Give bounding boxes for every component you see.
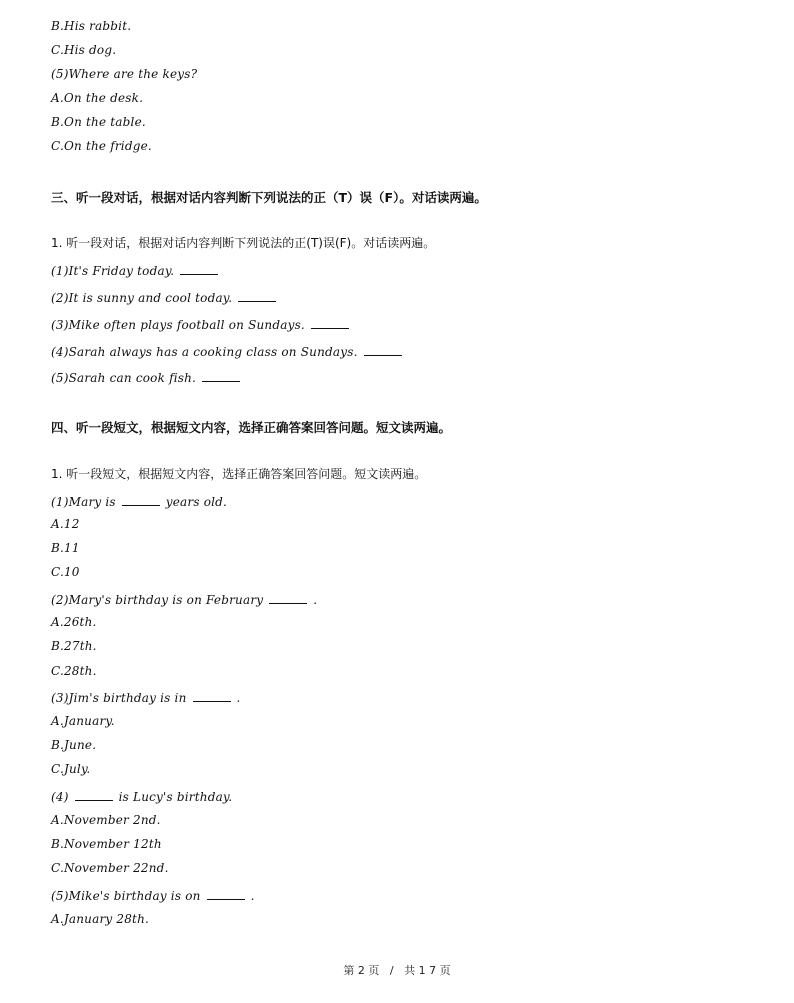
question-text: (4) <box>51 790 69 804</box>
option-b: B.November 12th <box>51 837 162 851</box>
answer-blank[interactable] <box>202 370 240 382</box>
section-4-heading: 四、听一段短文，根据短文内容，选择正确答案回答问题。短文读两遍。 <box>51 420 452 435</box>
tf-item-1 <box>51 263 224 278</box>
option-a: A.On the desk. <box>51 91 144 105</box>
question-text: years old. <box>165 495 228 509</box>
answer-blank[interactable] <box>364 344 402 356</box>
option-b: B.On the table. <box>51 115 146 129</box>
option-b: B.27th. <box>51 639 97 653</box>
answer-blank[interactable] <box>122 494 160 506</box>
option-c: C.28th. <box>51 664 97 678</box>
question-text: (2)Mary's birthday is on February <box>51 593 264 607</box>
question-5 <box>51 888 255 903</box>
question-text: is Lucy's birthday. <box>118 790 233 804</box>
question-5: (5)Where are the keys? <box>51 67 198 81</box>
question-text: (5)Mike's birthday is on <box>51 889 201 903</box>
option-a: A.January 28th. <box>51 912 150 926</box>
section-3-intro: 1. 听一段对话，根据对话内容判断下列说法的正(T)误(F)。对话读两遍。 <box>51 236 436 250</box>
question-3 <box>51 690 241 705</box>
option-b: B.His rabbit. <box>51 19 132 33</box>
answer-blank[interactable] <box>238 290 276 302</box>
option-a: A.12 <box>51 517 80 531</box>
answer-blank[interactable] <box>75 789 113 801</box>
option-a: A.November 2nd. <box>51 813 161 827</box>
option-c: C.10 <box>51 565 80 579</box>
answer-blank[interactable] <box>269 592 307 604</box>
question-1 <box>51 494 227 509</box>
tf-item-text: (2)It is sunny and cool today. <box>51 291 233 305</box>
question-text: . <box>250 889 255 903</box>
question-4 <box>51 789 232 804</box>
tf-item-2 <box>51 290 282 305</box>
question-text: . <box>236 691 241 705</box>
tf-item-text: (4)Sarah always has a cooking class on Sundays. <box>51 345 358 359</box>
section-4-intro: 1. 听一段短文，根据短文内容，选择正确答案回答问题。短文读两遍。 <box>51 467 427 481</box>
page-footer: 第 2 页 / 共 1 7 页 <box>343 964 451 977</box>
question-2 <box>51 592 317 607</box>
option-b: B.June. <box>51 738 97 752</box>
tf-item-3 <box>51 317 355 332</box>
tf-item-text: (3)Mike often plays football on Sundays. <box>51 318 305 332</box>
question-text: (3)Jim's birthday is in <box>51 691 187 705</box>
option-c: C.On the fridge. <box>51 139 152 153</box>
option-c: C.July. <box>51 762 91 776</box>
tf-item-5 <box>51 370 246 385</box>
answer-blank[interactable] <box>180 263 218 275</box>
answer-blank[interactable] <box>311 317 349 329</box>
option-a: A.January. <box>51 714 115 728</box>
question-text: (1)Mary is <box>51 495 116 509</box>
tf-item-text: (1)It's Friday today. <box>51 264 175 278</box>
section-3-heading: 三、听一段对话，根据对话内容判断下列说法的正（T）误（F）。对话读两遍。 <box>51 190 487 205</box>
option-b: B.11 <box>51 541 80 555</box>
option-c: C.His dog. <box>51 43 117 57</box>
option-a: A.26th. <box>51 615 97 629</box>
tf-item-4 <box>51 344 408 359</box>
answer-blank[interactable] <box>207 888 245 900</box>
tf-item-text: (5)Sarah can cook fish. <box>51 371 197 385</box>
option-c: C.November 22nd. <box>51 861 169 875</box>
question-text: . <box>313 593 318 607</box>
answer-blank[interactable] <box>193 690 231 702</box>
